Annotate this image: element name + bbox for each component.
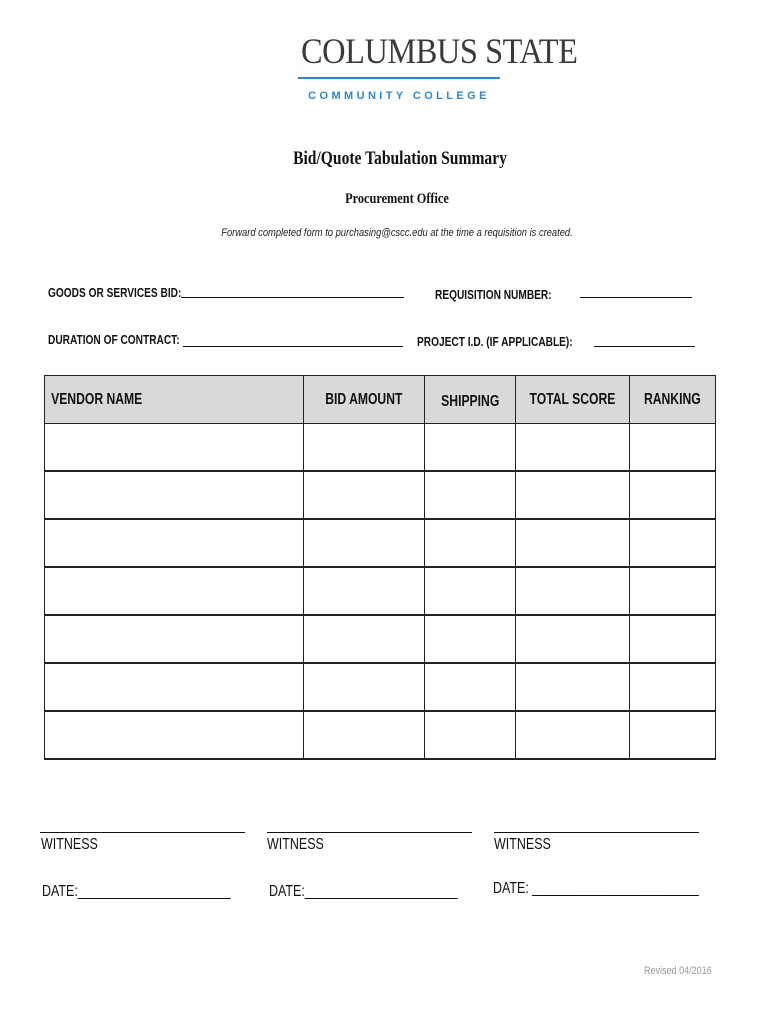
requisition-number-field[interactable] xyxy=(580,297,692,298)
college-logo-name: COLUMBUS STATE xyxy=(301,31,578,71)
table-cell[interactable] xyxy=(304,567,425,615)
witness-label-3: WITNESS xyxy=(494,836,551,853)
column-header-vendor-name: VENDOR NAME xyxy=(45,376,304,424)
table-cell[interactable] xyxy=(425,424,516,472)
table-header-row xyxy=(45,376,716,424)
witness-signature-line-3[interactable] xyxy=(494,832,699,833)
table-cell[interactable] xyxy=(516,471,630,519)
witness-label-1: WITNESS xyxy=(41,836,98,853)
table-cell[interactable] xyxy=(516,519,630,567)
table-cell[interactable] xyxy=(304,711,425,759)
table-cell[interactable] xyxy=(45,424,304,472)
contract-duration-label: DURATION OF CONTRACT: xyxy=(48,332,180,347)
table-cell[interactable] xyxy=(304,424,425,472)
table-cell[interactable] xyxy=(516,663,630,711)
project-id-field[interactable] xyxy=(594,346,695,347)
table-cell[interactable] xyxy=(516,567,630,615)
table-cell[interactable] xyxy=(45,663,304,711)
table-cell[interactable] xyxy=(516,711,630,759)
table-cell[interactable] xyxy=(629,519,715,567)
table-cell[interactable] xyxy=(304,519,425,567)
table-cell[interactable] xyxy=(629,615,715,663)
table-cell[interactable] xyxy=(516,424,630,472)
table-cell[interactable] xyxy=(425,567,516,615)
table-cell[interactable] xyxy=(45,471,304,519)
table-cell[interactable] xyxy=(425,711,516,759)
logo-divider xyxy=(298,77,500,79)
table-row xyxy=(45,711,716,759)
table-cell[interactable] xyxy=(45,519,304,567)
witness-label-2: WITNESS xyxy=(267,836,324,853)
table-cell[interactable] xyxy=(629,567,715,615)
table-row xyxy=(45,424,716,472)
table-row xyxy=(45,471,716,519)
table-row xyxy=(45,567,716,615)
revision-note: Revised 04/2016 xyxy=(644,965,712,977)
date-field-3[interactable]: DATE: ________________________ xyxy=(493,880,699,897)
table-cell[interactable] xyxy=(425,615,516,663)
column-header-ranking: RANKING xyxy=(629,376,715,424)
college-logo-subname: COMMUNITY COLLEGE xyxy=(308,90,490,102)
witness-signature-line-2[interactable] xyxy=(267,832,472,833)
table-cell[interactable] xyxy=(425,471,516,519)
table-cell[interactable] xyxy=(425,663,516,711)
table-cell[interactable] xyxy=(629,711,715,759)
table-row xyxy=(45,519,716,567)
page-subtitle: Procurement Office xyxy=(345,191,449,207)
table-cell[interactable] xyxy=(304,471,425,519)
table-cell[interactable] xyxy=(425,519,516,567)
requisition-number-label: REQUISITION NUMBER: xyxy=(435,287,552,302)
column-header-shipping: SHIPPING xyxy=(425,376,516,424)
goods-services-label: GOODS OR SERVICES BID: xyxy=(48,285,182,300)
table-cell[interactable] xyxy=(304,615,425,663)
table-cell[interactable] xyxy=(45,615,304,663)
project-id-label: PROJECT I.D. (IF APPLICABLE): xyxy=(417,334,573,349)
page-title: Bid/Quote Tabulation Summary xyxy=(293,148,507,169)
table-cell[interactable] xyxy=(516,615,630,663)
table-cell[interactable] xyxy=(45,711,304,759)
table-cell[interactable] xyxy=(629,663,715,711)
column-header-bid-amount: BID AMOUNT xyxy=(304,376,425,424)
date-field-1[interactable]: DATE:______________________ xyxy=(42,883,231,900)
column-header-total-score: TOTAL SCORE xyxy=(516,376,630,424)
date-field-2[interactable]: DATE:______________________ xyxy=(269,883,458,900)
instruction-note: Forward completed form to purchasing@cscc.edu at the time a requisition is created. xyxy=(221,227,573,239)
table-row xyxy=(45,663,716,711)
table-row xyxy=(45,615,716,663)
table-cell[interactable] xyxy=(629,424,715,472)
table-cell[interactable] xyxy=(45,567,304,615)
contract-duration-field[interactable] xyxy=(183,346,403,347)
witness-signature-line-1[interactable] xyxy=(40,832,245,833)
table-cell[interactable] xyxy=(304,663,425,711)
goods-services-field[interactable] xyxy=(181,297,404,298)
bid-tabulation-table xyxy=(44,375,716,760)
table-cell[interactable] xyxy=(629,471,715,519)
